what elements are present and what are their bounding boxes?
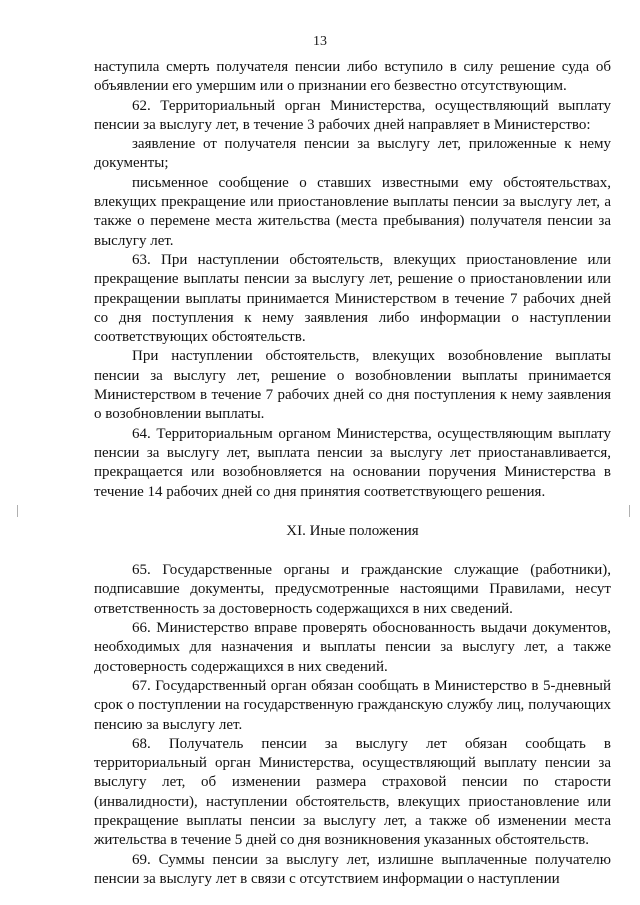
paragraph: 68. Получатель пенсии за выслугу лет обязан сообщать в территориальный орган Министерства, осуществляющий выплату пенсии за выслугу лет, об изменении размера страховой пенсии по старости (инвалидности), наступлении обстоятельств, влекущих приостановление или прекращение выплаты пенсии за выслугу лет, а также об изменении места жительства в течение 5 дней со дня возникновения указанных обстоятельств. [94,735,611,849]
paragraph: заявление от получателя пенсии за выслугу лет, приложенные к нему документы; [94,136,611,172]
paragraphs-after-section [94,561,611,889]
paragraph: 63. При наступлении обстоятельств, влекущих приостановление или прекращение выплаты пенсии за выслугу лет, решение о приостановлении или прекращении выплаты принимается Министерством в течение 7 рабочих дней со дня поступления к нему заявления либо информации о наступлении соответствующих обстоятельств. [94,251,611,346]
document-body [94,58,611,889]
paragraphs-before-section [94,58,611,502]
paragraph: 64. Территориальным органом Министерства, осуществляющим выплату пенсии за выслугу лет, выплата пенсии за выслугу лет приостанавливается, прекращается или возобновляется на основании поручения Министерства в течение 14 рабочих дней со дня принятия соответствующего решения. [94,425,611,500]
paragraph: 62. Территориальный орган Министерства, осуществляющий выплату пенсии за выслугу лет, в течение 3 рабочих дней направляет в Министерство: [94,97,611,133]
paragraph: письменное сообщение о ставших известными ему обстоятельствах, влекущих прекращение или приостановление выплаты пенсии за выслугу лет, а также о перемене места жительства (места пребывания) получателя пенсии за выслугу лет. [94,174,611,249]
margin-mark [17,505,18,517]
paragraph: При наступлении обстоятельств, влекущих возобновление выплаты пенсии за выслугу лет, решение о возобновлении выплаты принимается Министерством в течение 7 рабочих дней со дня поступления к нему заявления о возобновлении выплаты. [94,348,611,423]
section-heading: XI. Иные положения [286,522,419,539]
paragraph: 67. Государственный орган обязан сообщать в Министерство в 5-дневный срок о поступлении на государственную гражданскую службу лиц, получающих пенсию за выслугу лет. [94,677,611,733]
margin-mark [629,505,630,517]
paragraph: 65. Государственные органы и гражданские служащие (работники), подписавшие документы, предусмотренные настоящими Правилами, несут ответственность за достоверность содержащихся в них сведений. [94,562,611,617]
paragraph: 69. Суммы пенсии за выслугу лет, излишне выплаченные получателю пенсии за выслугу лет в связи с отсутствием информации о наступлении [94,851,611,887]
paragraph: наступила смерть получателя пенсии либо вступило в силу решение суда об объявлении его умершим или о признании его безвестно отсутствующим. [94,59,611,95]
page-number: 13 [313,34,327,49]
paragraph: 66. Министерство вправе проверять обоснованность выдачи документов, необходимых для назначения и выплаты пенсии за выслугу лет, а также достоверность содержащихся в них сведений. [94,620,611,675]
